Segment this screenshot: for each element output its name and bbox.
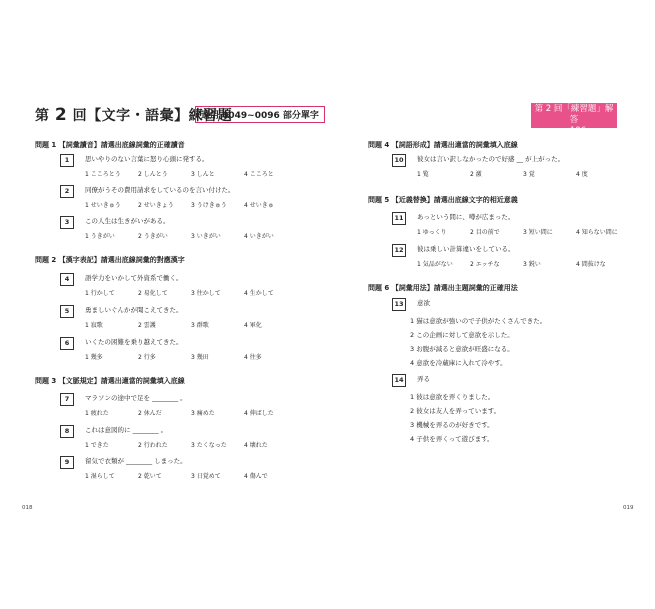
section-heading-2: 問題 2 【漢字表記】請選出底線詞彙的對應漢字 [35,256,185,264]
word-range-label: 選用 0049~0096 部分單字 [195,106,325,123]
option[interactable]: 1 できた [85,442,109,449]
option[interactable]: 2 せいきょう [138,202,174,209]
question-word: 弄る [417,375,430,383]
question-number: 12 [392,244,406,257]
option[interactable]: 1 幾多 [85,354,103,361]
option[interactable]: 2 エッチな [470,261,500,268]
question-number: 8 [60,425,74,438]
option[interactable]: 3 日覚めて [191,473,221,480]
option[interactable]: 2 乾いて [138,473,162,480]
option[interactable]: 3 覚 [523,171,535,178]
title-suffix: 回【文字・語彙】練習題 [72,108,233,124]
question-stem: マラソンの途中で足を ________ 。 [85,394,187,402]
option[interactable]: 3 群歌 [191,322,209,329]
option[interactable]: 3 往かして [191,290,221,297]
section-heading-6: 問題 6 【詞彙用法】請選出主題詞彙的正確用法 [368,284,518,292]
option[interactable]: 2 激 [470,171,482,178]
question-stem: 語学力をいかして外資系で働く。 [85,274,183,282]
option[interactable]: 3 鋭い [523,261,541,268]
option[interactable]: 1 覧 [417,171,429,178]
question-stem: 留気で衣類が ________ しまった。 [85,457,187,465]
answer-tag-page: p.196 [561,126,587,136]
option[interactable]: 4 往多 [244,354,262,361]
section-heading-1: 問題 1 【詞彙讀音】請選出底線詞彙的正確讀音 [35,141,185,149]
option[interactable]: 4 こころと [244,171,274,178]
option[interactable]: 4 子供を弄くって遊びます。 [410,435,494,443]
option[interactable]: 2 易化して [138,290,168,297]
option[interactable]: 1 うきがい [85,233,115,240]
option[interactable]: 1 行かして [85,290,115,297]
question-number: 10 [392,154,406,167]
option[interactable]: 1 猫は意欲が強いので子供がたくさんできた。 [410,317,547,325]
question-number: 3 [60,216,74,229]
option[interactable]: 1 気品がない [417,261,453,268]
page-number-right: 019 [623,505,634,511]
option[interactable]: 4 軍化 [244,322,262,329]
question-number: 13 [392,298,406,311]
option[interactable]: 2 この企画に対して意欲を示した。 [410,331,514,339]
option[interactable]: 4 意欲を冷蔵庫に入れて冷やす。 [410,359,507,367]
question-stem: 同僚がうその費用請求をしているのを言い付けた。 [85,186,235,194]
option[interactable]: 3 機械を弄るのが好きです。 [410,421,494,429]
option[interactable]: 1 疲れた [85,410,109,417]
question-number: 6 [60,337,74,350]
question-stem: 彼女は言い訳しなかったので好感 __ が上がった。 [417,155,565,163]
question-stem: 勇ましいぐんかが聞こえてきた。 [85,306,183,314]
option[interactable]: 3 幾田 [191,354,209,361]
option[interactable]: 2 行多 [138,354,156,361]
section-heading-3: 問題 3 【文脈規定】請選出適當的詞彙填入底線 [35,377,185,385]
option[interactable]: 2 目の前で [470,229,500,236]
option[interactable]: 3 痛めた [191,410,215,417]
question-stem: いくたの困難を乗り越えてきた。 [85,338,183,346]
question-number: 14 [392,374,406,387]
question-stem: あっという間に、噂が広まった。 [417,213,515,221]
option[interactable]: 1 寂歌 [85,322,103,329]
option[interactable]: 2 うきがい [138,233,168,240]
option[interactable]: 2 彼女は友人を弄っています。 [410,407,501,415]
option[interactable]: 4 間抜けな [576,261,606,268]
question-stem: これは意図的に ________ 。 [85,426,168,434]
title-prefix: 第 [35,108,50,124]
answer-tag [531,103,617,136]
option[interactable]: 4 いきがい [244,233,274,240]
option[interactable]: 4 生かして [244,290,274,297]
section-heading-4: 問題 4 【詞語形成】請選出適當的詞彙填入底線 [368,141,518,149]
option[interactable]: 1 彼は意欲を弄くりました。 [410,393,495,401]
option[interactable]: 3 短い間に [523,229,553,236]
option[interactable]: 4 知らない間に [576,229,618,236]
question-number: 4 [60,273,74,286]
question-stem: この人生は生きがいがある。 [85,217,170,225]
option[interactable]: 1 ゆっくり [417,229,447,236]
option[interactable]: 2 行われた [138,442,168,449]
option[interactable]: 4 度 [576,171,588,178]
question-number: 5 [60,305,74,318]
question-number: 9 [60,456,74,469]
question-number: 1 [60,154,74,167]
option[interactable]: 1 こころとう [85,171,121,178]
page-number-left: 018 [22,505,33,511]
question-number: 2 [60,185,74,198]
answer-tag-title: 第 2 回「練習題」解答 [534,104,614,125]
option[interactable]: 1 せいきゅう [85,202,121,209]
option[interactable]: 2 休んだ [138,410,162,417]
question-stem: 思いやりのない言葉に怒り心頭に発する。 [85,155,209,163]
question-stem: 彼は乗しい計算違いをしている。 [417,245,515,253]
question-word: 意欲 [417,299,430,307]
option[interactable]: 3 たくなった [191,442,227,449]
title-number: 2 [54,105,68,125]
option[interactable]: 3 お腹が減ると意欲が旺盛になる。 [410,345,514,353]
option[interactable]: 2 しんとう [138,171,168,178]
option[interactable]: 3 いきがい [191,233,221,240]
option[interactable]: 4 せいきゅ [244,202,274,209]
option[interactable]: 3 うけきゅう [191,202,227,209]
option[interactable]: 4 壊れた [244,442,268,449]
option[interactable]: 4 傷んで [244,473,268,480]
section-heading-5: 問題 5 【近義替換】請選出底線文字的相近意義 [368,196,518,204]
question-number: 7 [60,393,74,406]
option[interactable]: 1 湿らして [85,473,115,480]
option[interactable]: 2 雲護 [138,322,156,329]
question-number: 11 [392,212,406,225]
option[interactable]: 3 しんと [191,171,215,178]
option[interactable]: 4 伸ばした [244,410,274,417]
